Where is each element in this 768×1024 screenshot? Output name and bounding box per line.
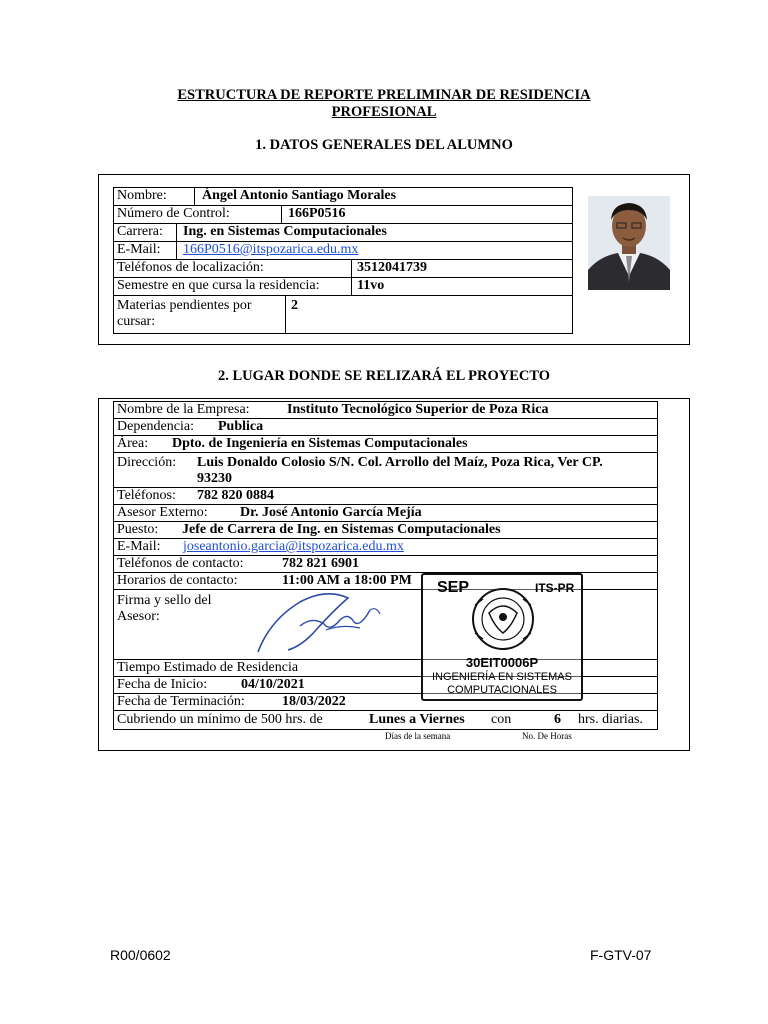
horas-value: 6: [554, 712, 561, 727]
materias-value: 2: [285, 296, 572, 333]
direccion-line2: 93230: [197, 471, 232, 486]
document-title-line1: ESTRUCTURA DE REPORTE PRELIMINAR DE RESIDENCIA: [177, 87, 591, 103]
hrs-label: hrs. diarias.: [578, 712, 643, 727]
dependencia-label: Dependencia:: [117, 419, 194, 434]
telefonos-label: Teléfonos de localización:: [117, 260, 264, 275]
tiempo-label: Tiempo Estimado de Residencia: [117, 660, 299, 675]
direccion-value: [194, 453, 657, 487]
stamp-code: 30EIT0006P: [465, 655, 539, 670]
materias-label-line2: cursar:: [117, 314, 156, 329]
horas-caption: No. De Horas: [522, 731, 572, 741]
project-row-dependencia: [113, 418, 658, 436]
firma-label-line2: Asesor:: [117, 609, 160, 624]
footer-left: R00/0602: [110, 947, 171, 963]
puesto-label: Puesto:: [117, 522, 159, 537]
dias-caption: Días de la semana: [385, 731, 451, 741]
control-label: Número de Control:: [117, 206, 230, 221]
telefonos-value: 3512041739: [351, 260, 572, 277]
student-row-carrera: [113, 223, 573, 242]
stamp-top-right: ITS-PR: [535, 581, 575, 595]
asesor-label: Asesor Externo:: [117, 505, 208, 520]
email-label: E-Mail:: [117, 242, 161, 257]
asesor-value: Dr. José Antonio García Mejía: [240, 505, 422, 520]
inicio-value: 04/10/2021: [241, 677, 305, 692]
project-row-puesto: [113, 521, 658, 539]
tel-contacto-value: 782 821 6901: [282, 556, 359, 571]
termino-label: Fecha de Terminación:: [117, 694, 245, 709]
nombre-value: Ángel Antonio Santiago Morales: [194, 188, 572, 205]
footer-right: F-GTV-07: [590, 947, 652, 963]
horarios-label: Horarios de contacto:: [117, 573, 238, 588]
termino-value: 18/03/2022: [282, 694, 346, 709]
firma-label-line1: Firma y sello del: [117, 593, 212, 608]
carrera-value: Ing. en Sistemas Computacionales: [176, 224, 572, 241]
student-row-email: [113, 241, 573, 260]
signature: [230, 580, 430, 660]
materias-label-line1: Materias pendientes por: [117, 298, 252, 313]
area-value: Dpto. de Ingeniería en Sistemas Computacionales: [172, 436, 468, 451]
student-row-telefonos: [113, 259, 573, 278]
student-row-semestre: [113, 277, 573, 296]
puesto-value: Jefe de Carrera de Ing. en Sistemas Computacionales: [182, 522, 501, 537]
stamp-line2: COMPUTACIONALES: [447, 684, 557, 696]
semestre-value: 11vo: [351, 278, 572, 295]
direccion-line1: Luis Donaldo Colosio S/N. Col. Arrollo del Maíz, Poza Rica, Ver CP.: [197, 455, 603, 470]
document-title: [0, 87, 768, 121]
horarios-value: 11:00 AM a 18:00 PM: [282, 573, 412, 588]
control-value: 166P0516: [281, 206, 572, 223]
project-email-label: E-Mail:: [117, 539, 161, 554]
student-email-link[interactable]: 166P0516@itspozarica.edu.mx: [183, 242, 359, 257]
cubriendo-label: Cubriendo un mínimo de 500 hrs. de: [117, 712, 323, 727]
empresa-value: Instituto Tecnológico Superior de Poza Rica: [287, 402, 549, 417]
project-row-direccion: [113, 452, 658, 488]
project-telefonos-label: Teléfonos:: [117, 488, 176, 503]
tel-contacto-label: Teléfonos de contacto:: [117, 556, 244, 571]
project-row-cubriendo: [113, 710, 658, 730]
student-row-control: [113, 205, 573, 224]
direccion-label: Dirección:: [117, 455, 177, 470]
materias-label: [114, 296, 285, 333]
student-row-nombre: [113, 187, 573, 206]
nombre-label: Nombre:: [117, 188, 167, 203]
project-row-telefonos: [113, 487, 658, 505]
project-row-empresa: [113, 401, 658, 419]
semestre-label: Semestre en que cursa la residencia:: [117, 278, 320, 293]
project-row-email: [113, 538, 658, 556]
document-title-line2: PROFESIONAL: [331, 104, 437, 120]
project-email-link[interactable]: joseantonio.garcia@itspozarica.edu.mx: [183, 539, 404, 554]
stamp-top-left: SEP: [437, 579, 470, 596]
student-photo: [588, 196, 670, 290]
stamp-line1: INGENIERÍA EN SISTEMAS: [432, 671, 572, 683]
carrera-label: Carrera:: [117, 224, 163, 239]
student-row-materias: [113, 295, 573, 334]
section1-heading: 1. DATOS GENERALES DEL ALUMNO: [255, 137, 513, 153]
section2-heading: 2. LUGAR DONDE SE RELIZARÁ EL PROYECTO: [217, 368, 551, 384]
project-row-tel-contacto: [113, 555, 658, 573]
project-row-area: [113, 435, 658, 453]
project-row-asesor: [113, 504, 658, 522]
dias-value: Lunes a Viernes: [369, 712, 465, 727]
con-label: con: [491, 712, 512, 727]
empresa-label: Nombre de la Empresa:: [117, 402, 250, 417]
project-telefonos-value: 782 820 0884: [197, 488, 274, 503]
area-label: Área:: [117, 436, 149, 451]
dependencia-value: Publica: [218, 419, 264, 434]
official-stamp: [421, 573, 583, 701]
inicio-label: Fecha de Inicio:: [117, 677, 208, 692]
